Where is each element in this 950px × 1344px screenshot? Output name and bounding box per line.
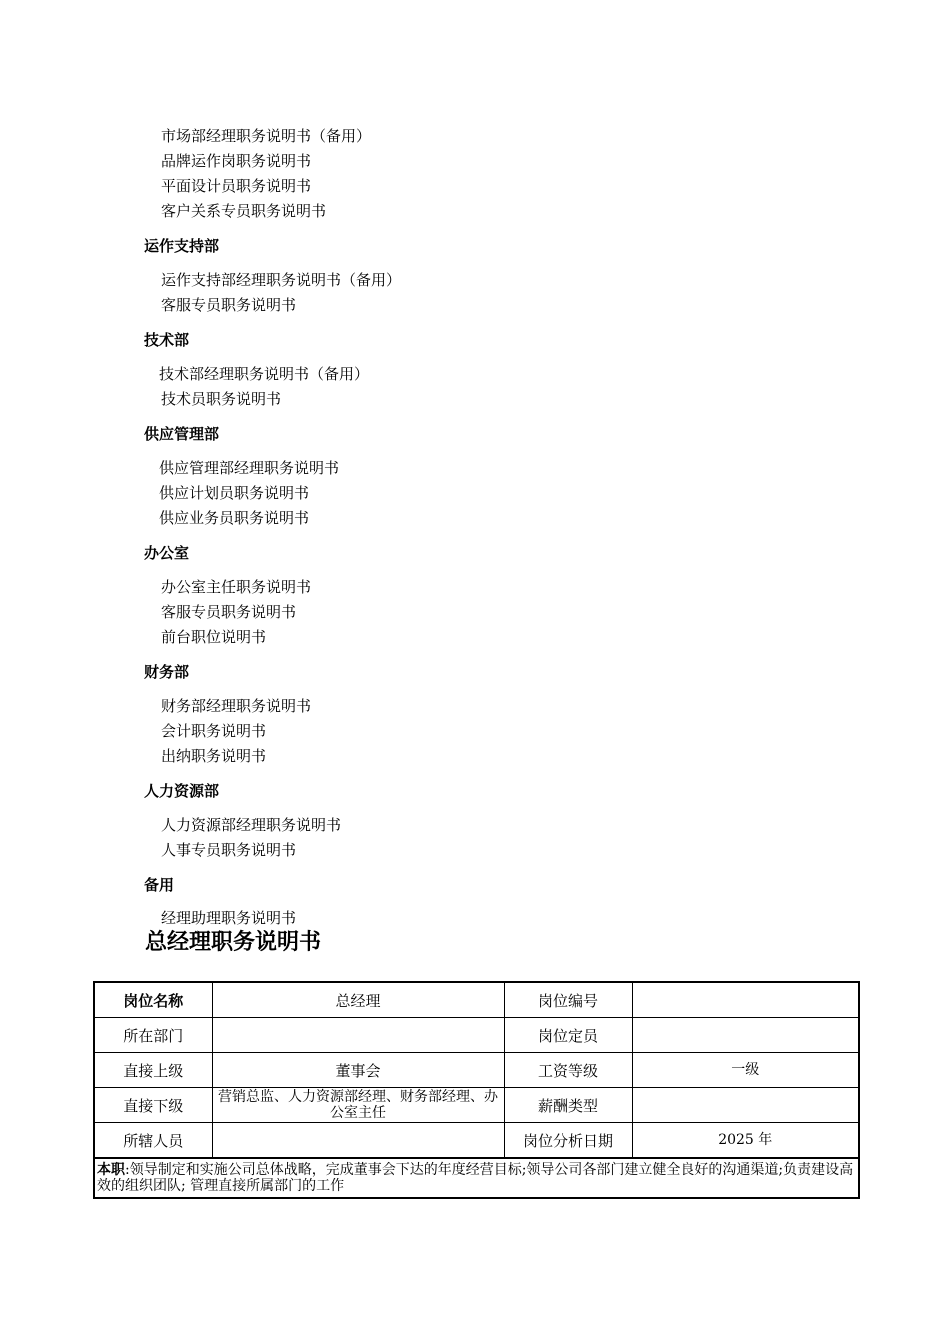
field-value xyxy=(632,982,859,1018)
list-item: 品牌运作岗职务说明书 xyxy=(161,152,312,170)
list-item: 会计职务说明书 xyxy=(161,722,267,740)
table-row xyxy=(94,982,859,1018)
table-row xyxy=(94,1088,859,1123)
field-value xyxy=(212,1123,504,1159)
field-label: 直接上级 xyxy=(94,1053,212,1088)
field-value: 总经理 xyxy=(212,982,504,1018)
field-label: 岗位编号 xyxy=(504,982,632,1018)
list-item: 供应业务员职务说明书 xyxy=(159,509,310,527)
field-value: 董事会 xyxy=(212,1053,504,1088)
list-item: 技术部经理职务说明书（备用） xyxy=(159,365,370,383)
field-value xyxy=(632,1018,859,1053)
section-heading-office: 办公室 xyxy=(144,544,190,562)
list-item: 供应计划员职务说明书 xyxy=(159,484,310,502)
list-item: 供应管理部经理职务说明书 xyxy=(159,459,340,477)
duty-cell xyxy=(94,1158,859,1198)
list-item: 财务部经理职务说明书 xyxy=(161,697,312,715)
field-label: 所在部门 xyxy=(94,1018,212,1053)
field-value: 营销总监、人力资源部经理、财务部经理、办公室主任 xyxy=(212,1088,504,1123)
list-item: 人事专员职务说明书 xyxy=(161,841,297,859)
job-description-table xyxy=(93,981,860,1199)
table-row xyxy=(94,1018,859,1053)
table-row xyxy=(94,1158,859,1198)
list-item: 客服专员职务说明书 xyxy=(161,296,297,314)
list-item: 经理助理职务说明书 xyxy=(161,909,297,927)
list-item: 客户关系专员职务说明书 xyxy=(161,202,327,220)
field-label: 岗位名称 xyxy=(94,982,212,1018)
list-item: 技术员职务说明书 xyxy=(161,390,282,408)
field-label: 岗位分析日期 xyxy=(504,1123,632,1159)
table-row xyxy=(94,1123,859,1159)
duty-label: 本职 xyxy=(97,1162,125,1178)
field-value: 一级 xyxy=(632,1053,859,1088)
field-label: 所辖人员 xyxy=(94,1123,212,1159)
section-heading-finance: 财务部 xyxy=(144,663,190,681)
section-heading-supply: 供应管理部 xyxy=(144,425,220,443)
section-heading-tech: 技术部 xyxy=(144,331,190,349)
section-heading-ops: 运作支持部 xyxy=(144,237,220,255)
list-item: 人力资源部经理职务说明书 xyxy=(161,816,342,834)
duty-text: :领导制定和实施公司总体战略，完成董事会下达的年度经营目标;领导公司各部门建立健全良好的沟通渠道;负责建设高效的组织团队; 管理直接所属部门的工作 xyxy=(97,1162,854,1194)
field-label: 薪酬类型 xyxy=(504,1088,632,1123)
list-item: 平面设计员职务说明书 xyxy=(161,177,312,195)
list-item: 办公室主任职务说明书 xyxy=(161,578,312,596)
page-title: 总经理职务说明书 xyxy=(145,930,322,955)
field-value xyxy=(632,1088,859,1123)
section-heading-spare: 备用 xyxy=(144,876,175,894)
list-item: 前台职位说明书 xyxy=(161,628,267,646)
table-row xyxy=(94,1053,859,1088)
list-item: 运作支持部经理职务说明书（备用） xyxy=(161,271,402,289)
list-item: 出纳职务说明书 xyxy=(161,747,267,765)
field-label: 直接下级 xyxy=(94,1088,212,1123)
section-heading-hr: 人力资源部 xyxy=(144,782,220,800)
field-label: 岗位定员 xyxy=(504,1018,632,1053)
field-value xyxy=(212,1018,504,1053)
list-item: 客服专员职务说明书 xyxy=(161,603,297,621)
field-value: 2025 年 xyxy=(632,1123,859,1159)
list-item: 市场部经理职务说明书（备用） xyxy=(161,127,372,145)
field-label: 工资等级 xyxy=(504,1053,632,1088)
